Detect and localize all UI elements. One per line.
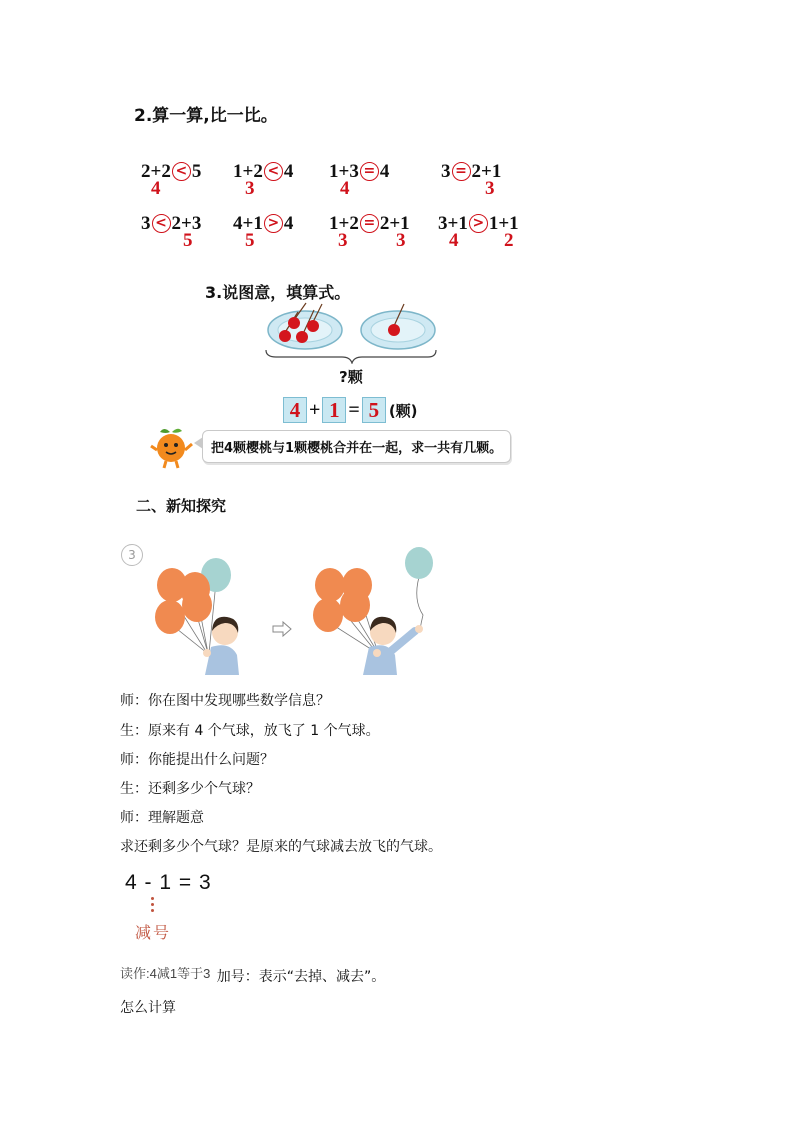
- scene-before: [155, 558, 239, 675]
- compare-sign: =: [452, 162, 471, 181]
- cherry: [307, 320, 319, 332]
- cherry: [296, 331, 308, 343]
- subtraction-formula: 4 - 1 = 3: [125, 871, 211, 894]
- orange-mascot-icon: [148, 426, 196, 470]
- compare-item-4: 3 = 2+1: [441, 161, 502, 182]
- dialogue-line: 生：原来有 4 个气球，放飞了 1 个气球。: [120, 723, 380, 739]
- dialogue-line: 师：你能提出什么问题？: [120, 752, 274, 768]
- compare-sign: =: [360, 162, 379, 181]
- compare-sign: <: [152, 214, 171, 233]
- compare-sign: <: [172, 162, 191, 181]
- compare-item-5: 3 < 2+3: [141, 213, 202, 234]
- cherry: [288, 317, 300, 329]
- compare-sign: >: [469, 214, 488, 233]
- compare-item-2: 1+2 < 4: [233, 161, 294, 182]
- scene-after: [313, 547, 433, 675]
- compare-item-7: 1+2 = 2+1: [329, 213, 410, 234]
- minus-sign-label: 减号: [135, 923, 172, 942]
- answer: 3: [485, 178, 495, 199]
- answer: 3: [396, 230, 406, 251]
- dialogue-line: 师：理解题意: [120, 810, 204, 826]
- answer-box: 5: [362, 397, 386, 423]
- answer: 2: [504, 230, 514, 251]
- cherry: [388, 324, 400, 336]
- balloon: [315, 568, 345, 602]
- compare-item-8: 3+1 > 1+1: [438, 213, 519, 234]
- answer-box: 4: [283, 397, 307, 423]
- answer: 4: [449, 230, 459, 251]
- cherry-plates-illustration: [262, 300, 442, 364]
- balloon: [182, 588, 212, 622]
- compare-item-6: 4+1 > 4: [233, 213, 294, 234]
- balloon-flying: [405, 547, 433, 579]
- compare-item-1: 2+2 < 5: [141, 161, 202, 182]
- compare-item-3: 1+3 = 4: [329, 161, 390, 182]
- dialogue-line: 师：你在图中发现哪些数学信息？: [120, 693, 330, 709]
- answer: 5: [245, 230, 255, 251]
- last-line: 怎么计算: [120, 1000, 176, 1016]
- answer: 3: [338, 230, 348, 251]
- section2-title: 2.算一算,比一比。: [134, 106, 278, 126]
- answer-box: 1: [322, 397, 346, 423]
- compare-sign: =: [360, 214, 379, 233]
- reading-line: 读作:4减1等于3 加号：表示“去掉、减去”。: [120, 966, 386, 985]
- answer: 4: [340, 178, 350, 199]
- answer: 5: [183, 230, 193, 251]
- brace: [266, 350, 436, 363]
- balloon-boy-illustration: [145, 545, 445, 680]
- cherry-equation: 4 + 1 = 5 (颗): [283, 397, 418, 423]
- compare-sign: >: [264, 214, 283, 233]
- question-label: ?颗: [339, 368, 363, 386]
- dialogue-line: 求还剩多少个气球？是原来的气球减去放飞的气球。: [120, 839, 442, 855]
- balloon: [155, 600, 185, 634]
- arrow-right-icon: [273, 622, 291, 636]
- hint-bubble: 把4颗樱桃与1颗樱桃合并在一起，求一共有几颗。: [202, 430, 511, 463]
- section-heading: 二、新知探究: [136, 497, 227, 515]
- balloon: [313, 598, 343, 632]
- cherry: [279, 330, 291, 342]
- compare-sign: <: [264, 162, 283, 181]
- balloon: [340, 588, 370, 622]
- answer: 3: [245, 178, 255, 199]
- dialogue-line: 生：还剩多少个气球？: [120, 781, 260, 797]
- section3-title: 3.说图意，填算式。: [205, 283, 351, 302]
- answer: 4: [151, 178, 161, 199]
- dotted-pointer: [151, 897, 154, 912]
- example-number-badge: 3: [121, 544, 143, 566]
